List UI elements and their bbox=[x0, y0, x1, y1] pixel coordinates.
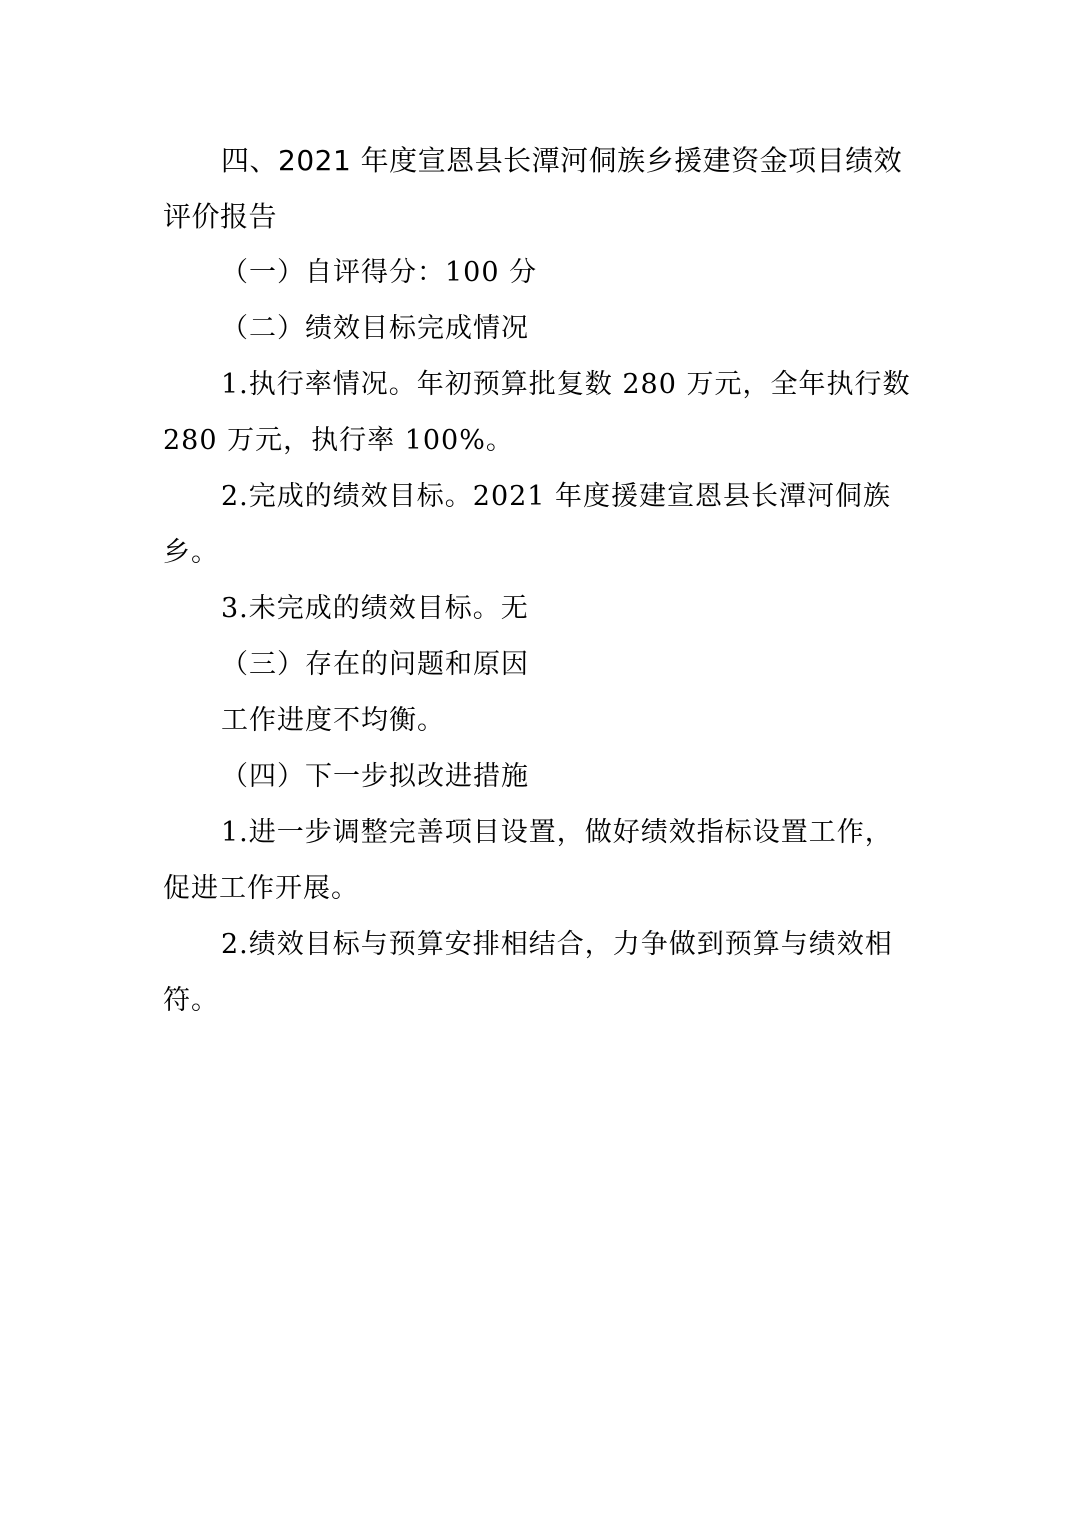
document-body bbox=[163, 133, 915, 1029]
section-goal-completion-heading: （二）绩效目标完成情况 bbox=[221, 313, 529, 344]
paragraph-execution-rate: 1.执行率情况。年初预算批复数 280 万元，全年执行数 280 万元，执行率 100%。 bbox=[163, 369, 911, 456]
report-title: 四、2021 年度宣恩县长潭河侗族乡援建资金项目绩效评价报告 bbox=[163, 144, 903, 233]
section-self-score: （一）自评得分：100 分 bbox=[221, 257, 538, 288]
section-problems-heading: （三）存在的问题和原因 bbox=[221, 649, 529, 680]
paragraph-problems: 工作进度不均衡。 bbox=[221, 705, 445, 736]
paragraph-improvement-2: 2.绩效目标与预算安排相结合，力争做到预算与绩效相符。 bbox=[163, 929, 893, 1016]
section-improvement-heading: （四）下一步拟改进措施 bbox=[221, 761, 529, 792]
paragraph-completed-goals: 2.完成的绩效目标。2021 年度援建宣恩县长潭河侗族乡。 bbox=[163, 481, 892, 568]
paragraph-uncompleted-goals: 3.未完成的绩效目标。无 bbox=[221, 593, 529, 624]
paragraph-improvement-1: 1.进一步调整完善项目设置，做好绩效指标设置工作，促进工作开展。 bbox=[163, 817, 893, 904]
